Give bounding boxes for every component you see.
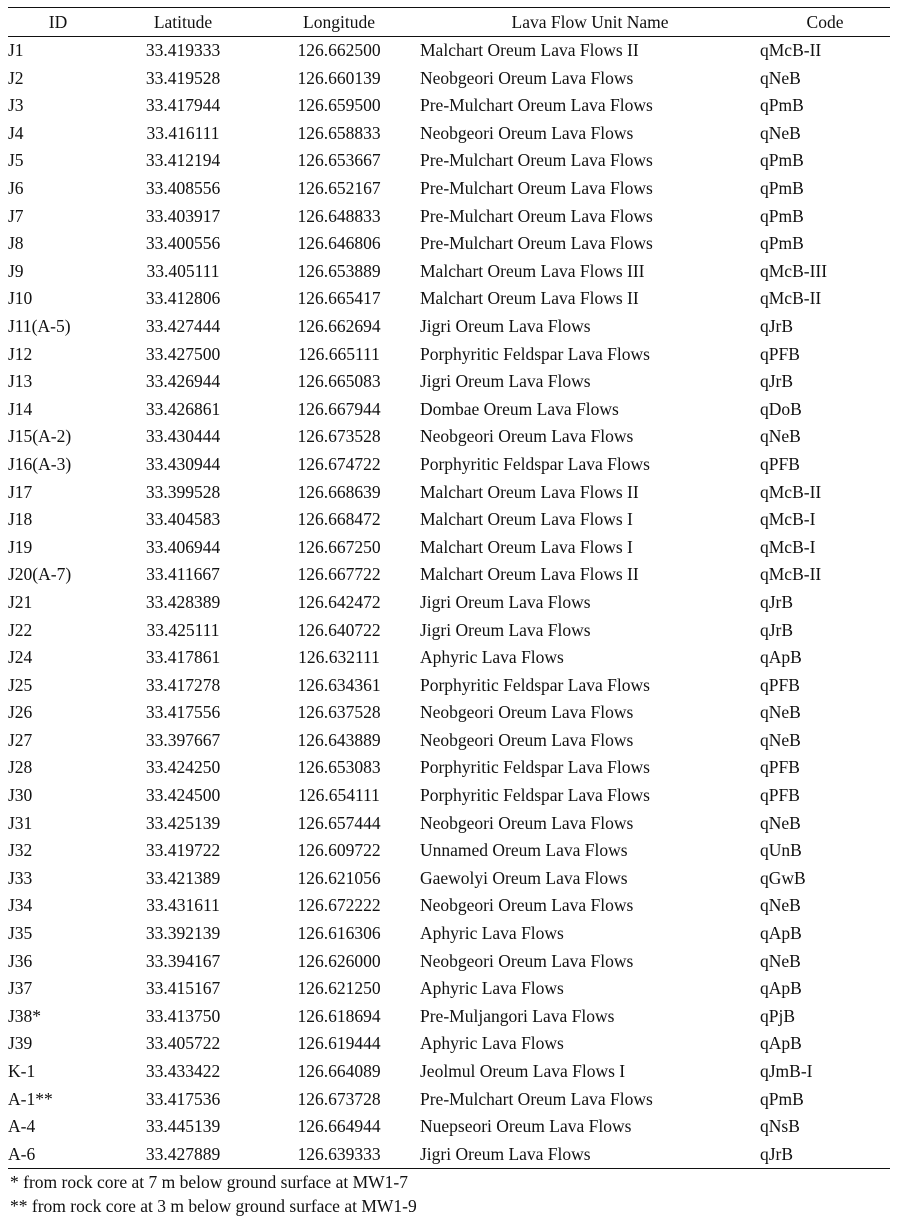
cell-latitude: 33.397667 [145,729,221,750]
table-row [8,754,890,782]
cell-latitude: 33.433422 [145,1061,221,1082]
cell-id: J2 [8,67,24,88]
cell-code: qNeB [760,426,801,447]
cell-id: J34 [8,895,33,916]
header-id: ID [48,11,68,32]
cell-id: J32 [8,840,33,861]
cell-code: qPmB [760,233,804,254]
table-row [8,396,890,424]
cell-id: J15(A-2) [8,426,72,447]
cell-latitude: 33.426861 [145,398,221,419]
cell-id: J16(A-3) [8,453,72,474]
cell-id: A-4 [8,1116,36,1137]
cell-latitude: 33.403917 [145,205,221,226]
cell-longitude: 126.665083 [297,371,381,392]
cell-latitude: 33.399528 [145,481,221,502]
cell-code: qPmB [760,1088,804,1109]
cell-latitude: 33.417944 [145,95,221,116]
cell-latitude: 33.426944 [145,371,221,392]
cell-longitude: 126.668472 [297,509,381,530]
cell-lava-flow-unit-name: Malchart Oreum Lava Flows II [420,40,639,61]
cell-code: qPFB [760,343,800,364]
table-row [8,423,890,451]
cell-longitude: 126.662500 [297,40,381,61]
cell-lava-flow-unit-name: Porphyritic Feldspar Lava Flows [420,674,650,695]
cell-id: J4 [8,122,24,143]
cell-lava-flow-unit-name: Malchart Oreum Lava Flows II [420,564,639,585]
cell-id: J22 [8,619,33,640]
table-row [8,506,890,534]
cell-code: qPjB [760,1005,796,1026]
cell-longitude: 126.665111 [298,343,380,364]
cell-lava-flow-unit-name: Aphyric Lava Flows [420,923,564,944]
cell-lava-flow-unit-name: Malchart Oreum Lava Flows III [420,260,645,281]
cell-id: J33 [8,867,33,888]
table-row [8,1003,890,1031]
lava-flow-table [8,7,890,1169]
cell-longitude: 126.616306 [297,923,381,944]
cell-lava-flow-unit-name: Malchart Oreum Lava Flows I [420,536,633,557]
cell-longitude: 126.667722 [297,564,381,585]
cell-lava-flow-unit-name: Pre-Mulchart Oreum Lava Flows [420,150,653,171]
cell-longitude: 126.632111 [298,647,380,668]
cell-code: qPFB [760,757,800,778]
cell-lava-flow-unit-name: Nuepseori Oreum Lava Flows [420,1116,632,1137]
cell-longitude: 126.639333 [297,1143,381,1164]
cell-latitude: 33.417278 [145,674,221,695]
cell-latitude: 33.404583 [145,509,221,530]
cell-id: J35 [8,923,33,944]
cell-id: J10 [8,288,33,309]
cell-latitude: 33.412806 [145,288,221,309]
footnote-single-asterisk: * from rock core at 7 m below ground surface at MW1-7 [10,1172,408,1192]
cell-longitude: 126.621056 [297,867,381,888]
table-row [8,727,890,755]
table-row [8,1086,890,1114]
cell-code: qApB [760,1033,802,1054]
cell-longitude: 126.653667 [297,150,381,171]
cell-longitude: 126.646806 [297,233,381,254]
cell-id: J12 [8,343,33,364]
table-row [8,644,890,672]
cell-id: J20(A-7) [8,564,72,585]
cell-code: qMcB-III [760,260,828,281]
cell-lava-flow-unit-name: Dombae Oreum Lava Flows [420,398,619,419]
cell-code: qMcB-II [760,288,822,309]
cell-id: J24 [8,647,33,668]
cell-latitude: 33.425139 [145,812,221,833]
cell-code: qNeB [760,812,801,833]
table-row [8,1141,890,1169]
cell-longitude: 126.654111 [298,785,380,806]
table-row [8,1058,890,1086]
cell-lava-flow-unit-name: Pre-Mulchart Oreum Lava Flows [420,95,653,116]
cell-code: qMcB-I [760,509,816,530]
cell-code: qJmB-I [760,1061,813,1082]
cell-code: qGwB [760,867,806,888]
cell-lava-flow-unit-name: Neobgeori Oreum Lava Flows [420,122,634,143]
cell-id: J5 [8,150,24,171]
cell-latitude: 33.394167 [145,950,221,971]
cell-longitude: 126.660139 [297,67,381,88]
cell-code: qMcB-II [760,40,822,61]
cell-code: qUnB [760,840,802,861]
cell-longitude: 126.659500 [297,95,381,116]
cell-id: A-1** [8,1088,53,1109]
cell-longitude: 126.667250 [297,536,381,557]
table-row [8,1030,890,1058]
table-row [8,37,890,65]
table-row [8,534,890,562]
cell-lava-flow-unit-name: Jigri Oreum Lava Flows [420,315,591,336]
cell-latitude: 33.421389 [145,867,221,888]
header-lava-flow-unit-name: Lava Flow Unit Name [511,11,669,32]
cell-lava-flow-unit-name: Jigri Oreum Lava Flows [420,1143,591,1164]
table-row [8,948,890,976]
footnotes [10,1170,417,1218]
cell-lava-flow-unit-name: Jigri Oreum Lava Flows [420,591,591,612]
cell-longitude: 126.653889 [297,260,381,281]
cell-code: qNeB [760,729,801,750]
cell-lava-flow-unit-name: Malchart Oreum Lava Flows II [420,481,639,502]
cell-latitude: 33.430444 [145,426,221,447]
table-row [8,203,890,231]
cell-latitude: 33.427500 [145,343,221,364]
cell-code: qNsB [760,1116,800,1137]
cell-lava-flow-unit-name: Porphyritic Feldspar Lava Flows [420,757,650,778]
cell-lava-flow-unit-name: Pre-Muljangori Lava Flows [420,1005,615,1026]
cell-latitude: 33.415167 [145,978,221,999]
cell-id: J3 [8,95,24,116]
cell-id: J8 [8,233,24,254]
table-row [8,230,890,258]
cell-latitude: 33.412194 [145,150,221,171]
cell-id: J31 [8,812,33,833]
cell-id: A-6 [8,1143,36,1164]
cell-longitude: 126.653083 [297,757,381,778]
cell-lava-flow-unit-name: Pre-Mulchart Oreum Lava Flows [420,178,653,199]
cell-lava-flow-unit-name: Porphyritic Feldspar Lava Flows [420,453,650,474]
cell-longitude: 126.657444 [297,812,381,833]
cell-code: qMcB-II [760,564,822,585]
cell-latitude: 33.424500 [145,785,221,806]
cell-code: qApB [760,978,802,999]
cell-lava-flow-unit-name: Neobgeori Oreum Lava Flows [420,895,634,916]
cell-longitude: 126.642472 [297,591,381,612]
table-row [8,479,890,507]
table-row [8,451,890,479]
cell-lava-flow-unit-name: Neobgeori Oreum Lava Flows [420,67,634,88]
cell-longitude: 126.619444 [297,1033,381,1054]
table-row [8,120,890,148]
cell-latitude: 33.392139 [145,923,221,944]
cell-longitude: 126.667944 [297,398,381,419]
cell-code: qPmB [760,205,804,226]
table-row [8,616,890,644]
header-longitude: Longitude [303,11,375,32]
cell-latitude: 33.419722 [145,840,221,861]
cell-code: qNeB [760,950,801,971]
cell-code: qNeB [760,702,801,723]
cell-id: K-1 [8,1061,36,1082]
table-row [8,175,890,203]
cell-longitude: 126.648833 [297,205,381,226]
table-row [8,65,890,93]
table-row [8,892,890,920]
cell-code: qPFB [760,453,800,474]
table-row [8,258,890,286]
table-row [8,837,890,865]
cell-latitude: 33.419333 [145,40,221,61]
cell-latitude: 33.427889 [145,1143,221,1164]
cell-id: J28 [8,757,33,778]
cell-latitude: 33.430944 [145,453,221,474]
cell-id: J26 [8,702,33,723]
cell-lava-flow-unit-name: Malchart Oreum Lava Flows I [420,509,633,530]
cell-latitude: 33.416111 [146,122,220,143]
cell-id: J38* [8,1005,42,1026]
cell-latitude: 33.417861 [145,647,221,668]
cell-code: qJrB [760,591,794,612]
table-row [8,810,890,838]
cell-longitude: 126.618694 [297,1005,381,1026]
table-row [8,865,890,893]
cell-longitude: 126.673528 [297,426,381,447]
cell-latitude: 33.417536 [145,1088,221,1109]
table-row [8,313,890,341]
table-row [8,782,890,810]
cell-longitude: 126.634361 [297,674,381,695]
table-row [8,975,890,1003]
cell-longitude: 126.643889 [297,729,381,750]
cell-code: qApB [760,647,802,668]
cell-longitude: 126.664089 [297,1061,381,1082]
cell-id: J9 [8,260,24,281]
table-row [8,1113,890,1141]
cell-id: J25 [8,674,33,695]
table-row [8,92,890,120]
cell-lava-flow-unit-name: Aphyric Lava Flows [420,1033,564,1054]
cell-code: qPmB [760,95,804,116]
header-row [8,8,890,37]
cell-longitude: 126.640722 [297,619,381,640]
table-row [8,699,890,727]
cell-id: J39 [8,1033,33,1054]
cell-latitude: 33.408556 [145,178,221,199]
cell-id: J11(A-5) [8,315,71,336]
table-row [8,341,890,369]
cell-id: J13 [8,371,33,392]
cell-lava-flow-unit-name: Neobgeori Oreum Lava Flows [420,812,634,833]
cell-code: qPmB [760,150,804,171]
cell-id: J36 [8,950,33,971]
table-row [8,147,890,175]
table-row [8,285,890,313]
cell-lava-flow-unit-name: Pre-Mulchart Oreum Lava Flows [420,1088,653,1109]
cell-latitude: 33.400556 [145,233,221,254]
cell-id: J19 [8,536,33,557]
table-row [8,920,890,948]
cell-longitude: 126.621250 [297,978,381,999]
cell-latitude: 33.419528 [145,67,221,88]
cell-longitude: 126.668639 [297,481,381,502]
cell-latitude: 33.411667 [146,564,220,585]
cell-longitude: 126.665417 [297,288,381,309]
cell-id: J37 [8,978,33,999]
cell-longitude: 126.674722 [297,453,381,474]
cell-longitude: 126.662694 [297,315,381,336]
cell-lava-flow-unit-name: Neobgeori Oreum Lava Flows [420,729,634,750]
cell-longitude: 126.673728 [297,1088,381,1109]
cell-id: J30 [8,785,33,806]
cell-longitude: 126.609722 [297,840,381,861]
cell-lava-flow-unit-name: Jigri Oreum Lava Flows [420,619,591,640]
cell-lava-flow-unit-name: Aphyric Lava Flows [420,978,564,999]
cell-code: qNeB [760,67,801,88]
cell-longitude: 126.672222 [297,895,381,916]
cell-longitude: 126.658833 [297,122,381,143]
cell-lava-flow-unit-name: Gaewolyi Oreum Lava Flows [420,867,628,888]
cell-latitude: 33.431611 [146,895,220,916]
cell-code: qJrB [760,1143,794,1164]
table-row [8,561,890,589]
cell-longitude: 126.664944 [297,1116,381,1137]
cell-lava-flow-unit-name: Malchart Oreum Lava Flows II [420,288,639,309]
table-header [8,8,890,37]
cell-lava-flow-unit-name: Neobgeori Oreum Lava Flows [420,950,634,971]
cell-id: J21 [8,591,33,612]
cell-id: J27 [8,729,33,750]
cell-code: qPFB [760,674,800,695]
table-row [8,368,890,396]
cell-longitude: 126.637528 [297,702,381,723]
cell-lava-flow-unit-name: Porphyritic Feldspar Lava Flows [420,343,650,364]
cell-code: qNeB [760,122,801,143]
cell-id: J14 [8,398,33,419]
cell-latitude: 33.406944 [145,536,221,557]
cell-longitude: 126.652167 [297,178,381,199]
cell-lava-flow-unit-name: Jigri Oreum Lava Flows [420,371,591,392]
cell-lava-flow-unit-name: Jeolmul Oreum Lava Flows I [420,1061,626,1082]
cell-id: J18 [8,509,33,530]
cell-latitude: 33.417556 [145,702,221,723]
cell-code: qApB [760,923,802,944]
cell-code: qJrB [760,315,794,336]
cell-latitude: 33.405111 [146,260,220,281]
cell-latitude: 33.425111 [146,619,220,640]
cell-id: J1 [8,40,24,61]
cell-lava-flow-unit-name: Porphyritic Feldspar Lava Flows [420,785,650,806]
cell-code: qMcB-I [760,536,816,557]
cell-id: J7 [8,205,24,226]
cell-latitude: 33.424250 [145,757,221,778]
cell-latitude: 33.445139 [145,1116,221,1137]
cell-lava-flow-unit-name: Pre-Mulchart Oreum Lava Flows [420,233,653,254]
cell-lava-flow-unit-name: Neobgeori Oreum Lava Flows [420,426,634,447]
cell-code: qPFB [760,785,800,806]
cell-latitude: 33.428389 [145,591,221,612]
cell-longitude: 126.626000 [297,950,381,971]
table-row [8,672,890,700]
cell-code: qDoB [760,398,802,419]
cell-latitude: 33.413750 [145,1005,221,1026]
cell-id: J6 [8,178,24,199]
cell-code: qJrB [760,371,794,392]
footnote-double-asterisk: ** from rock core at 3 m below ground surface at MW1-9 [10,1196,417,1216]
table-row [8,589,890,617]
cell-code: qPmB [760,178,804,199]
cell-code: qNeB [760,895,801,916]
table-body [8,37,890,1169]
cell-code: qMcB-II [760,481,822,502]
header-code: Code [806,11,844,32]
cell-id: J17 [8,481,33,502]
cell-latitude: 33.427444 [145,315,221,336]
cell-lava-flow-unit-name: Neobgeori Oreum Lava Flows [420,702,634,723]
cell-latitude: 33.405722 [145,1033,221,1054]
header-latitude: Latitude [153,11,213,32]
cell-lava-flow-unit-name: Aphyric Lava Flows [420,647,564,668]
cell-code: qJrB [760,619,794,640]
cell-lava-flow-unit-name: Pre-Mulchart Oreum Lava Flows [420,205,653,226]
cell-lava-flow-unit-name: Unnamed Oreum Lava Flows [420,840,628,861]
